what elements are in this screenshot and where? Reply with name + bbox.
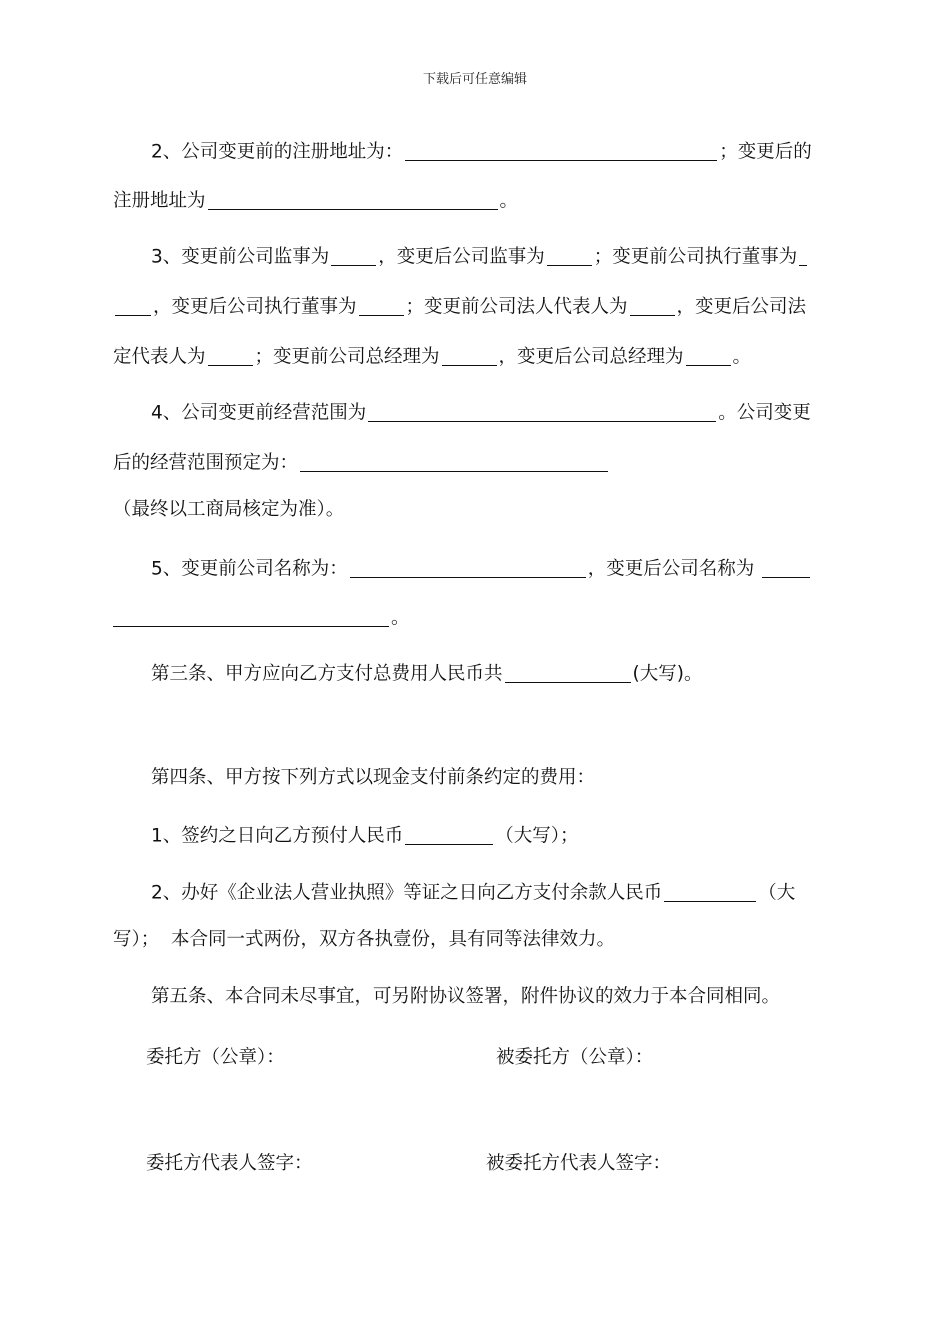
blank-field [686,346,731,366]
item3-line2: ，变更后公司执行董事为 ；变更前公司法人代表人为 ，变更后公司法 [113,296,806,317]
blank-field [350,558,586,578]
blank-field [115,296,151,316]
agent-seal-label: 被委托方（公章）： [496,1047,654,1068]
item5-line1: 5、变更前公司名称为： ，变更后公司名称为 [151,558,812,579]
item5-line2: 。 [113,607,410,628]
blank-field [368,402,716,422]
blank-field [664,882,756,902]
blank-field [405,825,493,845]
blank-field [630,296,675,316]
item4-line1: 4、公司变更前经营范围为 。公司变更 [151,402,811,424]
article4-item2-line2: 写）； 本合同一式两份，双方各执壹份，具有同等法律效力。 [113,929,616,950]
agent-rep-signature-label: 被委托方代表人签字： [486,1153,672,1174]
blank-field [405,141,717,161]
article3: 第三条、甲方应向乙方支付总费用人民币共 (大写)。 [151,663,703,685]
item2-line2: 注册地址为 。 [113,190,519,212]
client-seal-label: 委托方（公章）： [146,1047,285,1068]
blank-field [547,246,592,266]
blank-field [113,607,389,627]
article5: 第五条、本合同未尽事宜，可另附协议签署，附件协议的效力于本合同相同。 [151,986,781,1007]
blank-field [505,663,631,683]
blank-field [442,346,497,366]
blank-field [799,246,807,266]
item3-line1: 3、变更前公司监事为 ，变更后公司监事为 ；变更前公司执行董事为 [151,246,809,267]
blank-field [762,558,810,578]
blank-field [331,246,376,266]
blank-field [208,190,498,210]
item2-line1: 2、公司变更前的注册地址为： ；变更后的 [151,141,812,163]
article4-title: 第四条、甲方按下列方式以现金支付前条约定的费用： [151,767,596,788]
item3-line3: 定代表人为 ；变更前公司总经理为 ，变更后公司总经理为 。 [113,346,752,368]
article4-item2-line1: 2、办好《企业法人营业执照》等证之日向乙方支付余款人民币 （大 [151,882,796,904]
blank-field [208,346,253,366]
item4-line3: （最终以工商局核定为准）。 [113,499,345,520]
client-rep-signature-label: 委托方代表人签字： [146,1153,313,1174]
item4-line2: 后的经营范围预定为： [113,452,610,473]
blank-field [300,452,608,472]
page-header: 下载后可任意编辑 [422,72,527,87]
blank-field [359,296,404,316]
article4-item1: 1、签约之日向乙方预付人民币 （大写）； [151,825,579,847]
